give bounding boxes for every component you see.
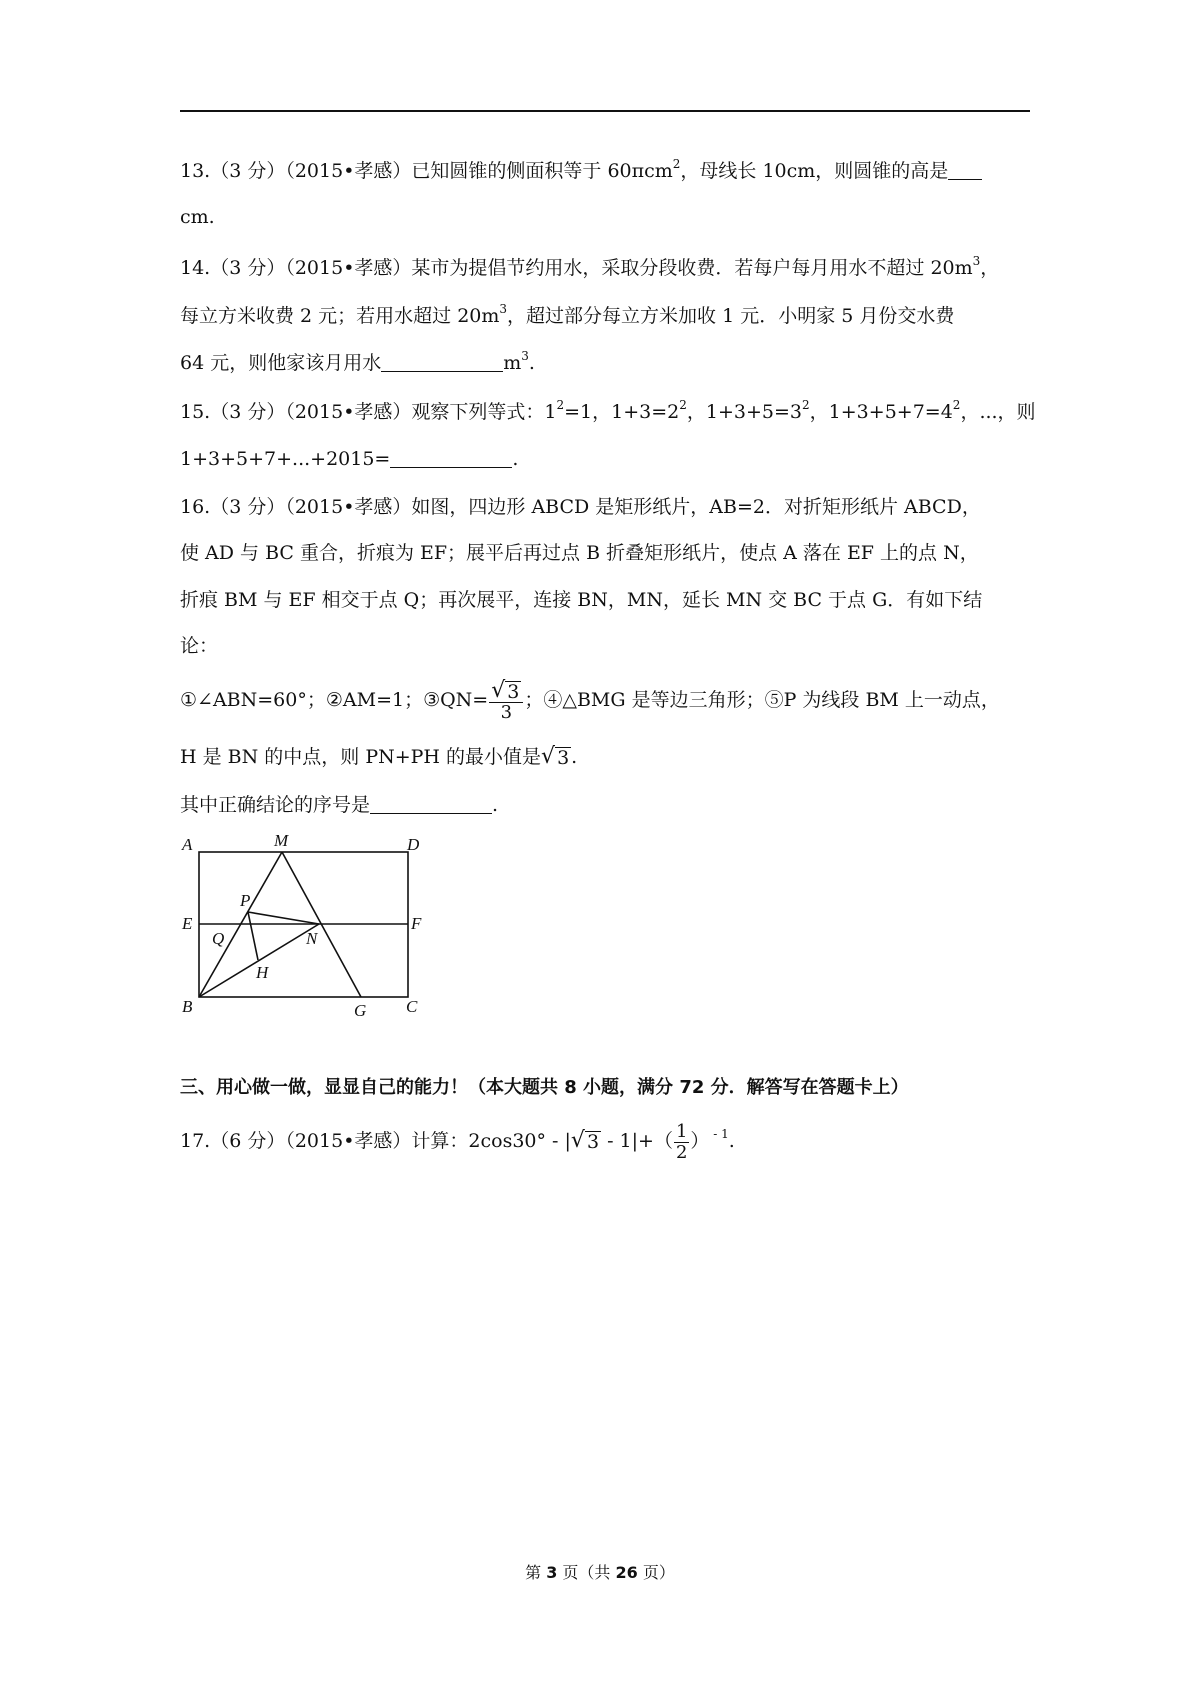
q16-sqrt-value: 3 xyxy=(557,747,570,769)
q15-text-3: ，1+3+5=3 xyxy=(686,401,803,423)
q15-sup-4: 2 xyxy=(952,398,961,412)
q17-fraction xyxy=(674,1122,689,1163)
q16-text-6: H 是 BN 的中点，则 PN+PH 的最小值是 xyxy=(180,746,542,768)
label-N: N xyxy=(306,929,318,948)
q13-sup: 2 xyxy=(672,157,681,171)
label-M: M xyxy=(274,831,289,850)
label-E: E xyxy=(182,914,193,933)
q14-sup-1: 3 xyxy=(972,254,981,268)
q16-end-6: . xyxy=(571,746,578,768)
q17-exponent: - 1 xyxy=(709,1127,729,1141)
q16-line5 xyxy=(180,677,1030,723)
q17-text-mid: - 1|+（ xyxy=(601,1130,673,1152)
q15-line2 xyxy=(180,436,1030,482)
header-rule xyxy=(180,110,1030,112)
q17-sqrt: √ 3 xyxy=(570,1128,600,1153)
q16-text-3: 折痕 BM 与 EF 相交于点 Q；再次展平，连接 BN，MN，延长 MN 交 BC 于点 G．有如下结 xyxy=(180,589,983,611)
q13-unit: cm. xyxy=(180,206,215,228)
q15-text-1: 15.（3 分）（2015•孝感）观察下列等式：1 xyxy=(180,401,557,423)
footer-total-pages: 26 xyxy=(615,1563,638,1582)
q14-sup-3: 3 xyxy=(521,349,529,363)
q16-line6 xyxy=(180,734,1030,780)
q13-text: 13.（3 分）（2015•孝感）已知圆锥的侧面积等于 60πcm xyxy=(180,160,673,182)
q17-frac-num: 1 xyxy=(675,1120,688,1142)
q14-text-2-post: ，超过部分每立方米加收 1 元．小明家 5 月份交水费 xyxy=(507,305,955,327)
q14-unit: m xyxy=(503,352,522,374)
q14-text-1: 14.（3 分）（2015•孝感）某市为提倡节约用水，采取分段收费．若每户每月用水不超过 20m xyxy=(180,257,973,279)
page-footer xyxy=(0,1560,1200,1583)
label-D: D xyxy=(407,835,420,854)
q16-geometry-figure xyxy=(178,828,438,1028)
label-H: H xyxy=(256,963,269,982)
footer-text-1: 第 xyxy=(525,1563,547,1582)
label-P: P xyxy=(240,891,251,910)
q17-frac-den: 2 xyxy=(675,1141,688,1163)
q16-frac-num: 3 xyxy=(507,680,520,703)
q16-line1 xyxy=(180,484,1030,530)
segment-PN xyxy=(248,912,319,924)
q13-line2 xyxy=(180,194,1030,240)
q16-line2 xyxy=(180,530,1030,576)
q16-line4 xyxy=(180,623,1030,669)
label-Q: Q xyxy=(212,929,225,948)
q16-line7 xyxy=(180,782,1030,828)
q15-text-2: =1，1+3=2 xyxy=(564,401,680,423)
q13-text-2: ，母线长 10cm，则圆锥的高是 xyxy=(680,160,949,182)
q16-text-2: 使 AD 与 BC 重合，折痕为 EF；展平后再过点 B 折叠矩形纸片，使点 A 落在 EF 上的点 N， xyxy=(180,542,979,564)
q14-answer-blank[interactable] xyxy=(381,353,503,372)
label-B: B xyxy=(182,997,193,1016)
q17-close-paren: ） xyxy=(690,1130,710,1152)
label-C: C xyxy=(406,997,418,1016)
label-F: F xyxy=(411,914,422,933)
q14-sup-2: 3 xyxy=(499,302,508,316)
label-A: A xyxy=(182,835,193,854)
q13-line1 xyxy=(180,148,1030,194)
q15-text-5: ，...，则 xyxy=(960,401,1036,423)
q15-answer-blank[interactable] xyxy=(390,449,512,468)
q14-end: . xyxy=(528,352,535,374)
footer-text-3: 页） xyxy=(637,1563,675,1582)
q16-conclusions-b: ；④△BMG 是等边三角形；⑤P 为线段 BM 上一动点， xyxy=(524,689,1000,711)
q14-line1 xyxy=(180,245,1030,291)
q16-frac-den: 3 xyxy=(500,701,513,723)
q16-sqrt-num: √ 3 xyxy=(491,677,520,703)
q16-line3 xyxy=(180,577,1030,623)
q16-text-1: 16.（3 分）（2015•孝感）如图，四边形 ABCD 是矩形纸片，AB=2．对折矩形纸片 ABCD， xyxy=(180,496,981,518)
q15-end: . xyxy=(512,448,519,470)
q14-text-1-end: ， xyxy=(980,257,1000,279)
q15-sup-1: 2 xyxy=(556,398,565,412)
q15-expression: 1+3+5+7+...+2015= xyxy=(180,448,391,470)
section-3-heading: 三、用心做一做，显显自己的能力！（本大题共 8 小题，满分 72 分．解答写在答题卡上） xyxy=(180,1077,909,1098)
q15-text-4: ，1+3+5+7=4 xyxy=(809,401,953,423)
footer-text-2: 页（共 xyxy=(557,1563,616,1582)
q16-fraction xyxy=(489,677,523,723)
segment-PH xyxy=(248,912,258,960)
q17-text: 17.（6 分）（2015•孝感）计算：2cos30° - | xyxy=(180,1130,571,1152)
q16-sqrt: √ 3 xyxy=(541,744,570,769)
q14-text-2: 每立方米收费 2 元；若用水超过 20m xyxy=(180,305,500,327)
q17-sqrt-value: 3 xyxy=(586,1131,600,1153)
q14-line3 xyxy=(180,340,1030,386)
q16-text-7: 其中正确结论的序号是 xyxy=(180,794,371,816)
label-G: G xyxy=(354,1001,367,1020)
q15-sup-3: 2 xyxy=(802,398,810,412)
q16-conclusions-a: ①∠ABN=60°；②AM=1；③QN= xyxy=(180,689,489,711)
q13-answer-blank[interactable] xyxy=(948,161,982,180)
q16-text-4: 论： xyxy=(180,635,219,657)
q17-line xyxy=(180,1118,1030,1164)
q17-end: . xyxy=(728,1130,735,1152)
q15-sup-2: 2 xyxy=(679,398,687,412)
q16-answer-blank[interactable] xyxy=(370,795,492,814)
q15-line1 xyxy=(180,389,1036,435)
q16-end-7: . xyxy=(492,794,499,816)
q14-text-3: 64 元，则他家该月用水 xyxy=(180,352,382,374)
footer-page-number: 3 xyxy=(546,1563,558,1582)
q14-line2 xyxy=(180,293,1030,339)
